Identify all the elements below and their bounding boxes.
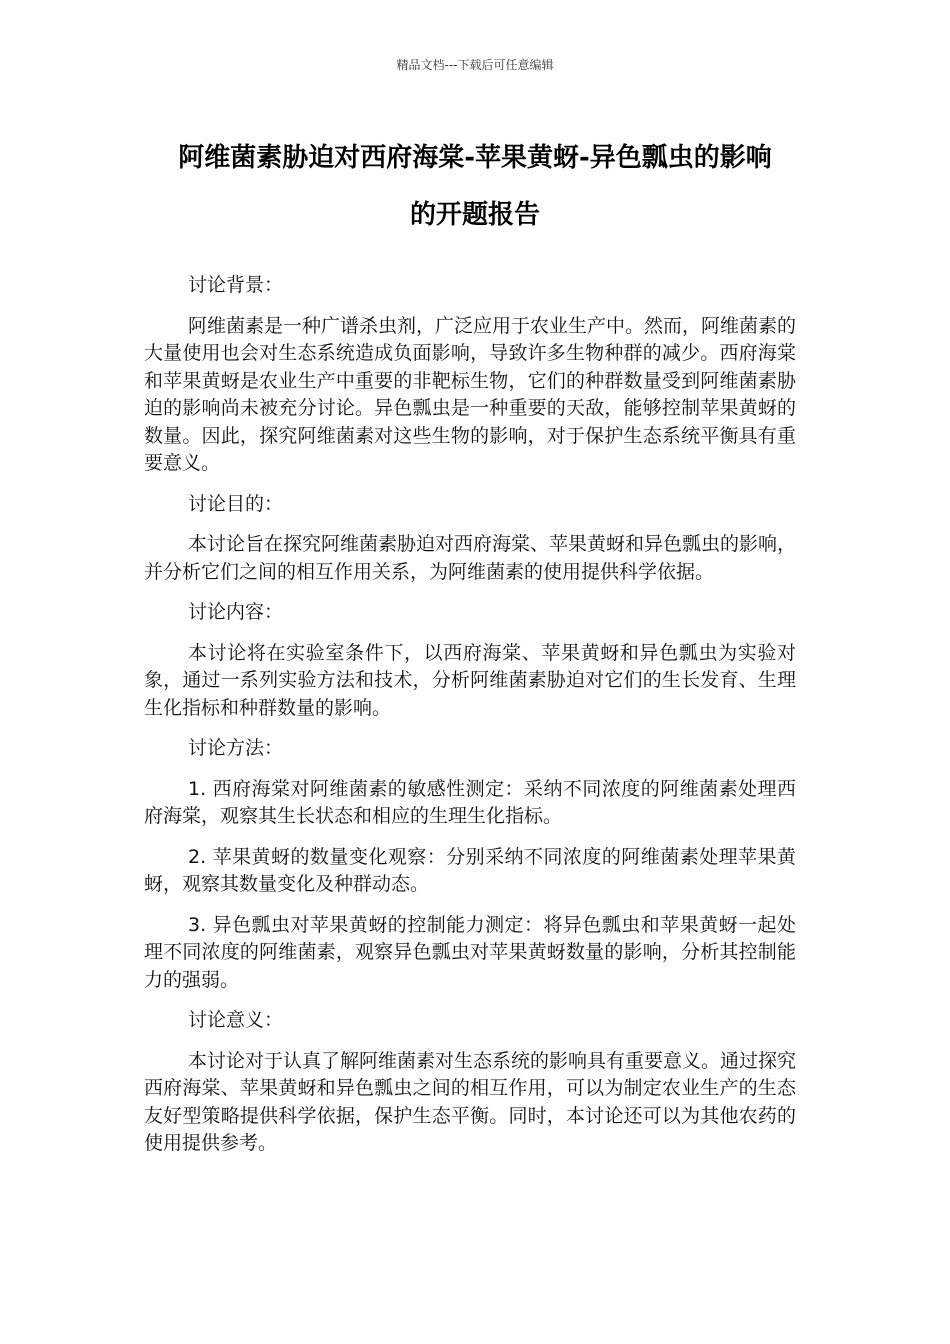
purpose-heading: 讨论目的： [188, 492, 284, 515]
background-paragraph: 阿维菌素是一种广谱杀虫剂，广泛应用于农业生产中。然而，阿维菌素的大量使用也会对生态系统造成负面影响，导致许多生物种群的减少。西府海棠和苹果黄蚜是农业生产中重要的非靶标生物，它们的种群数量受到阿维菌素胁迫的影响尚未被充分讨论。异色瓢虫是一种重要的天敌，能够控制苹果黄蚜的数量。因此，探究阿维菌素对这些生物的影响，对于保护生态系统平衡具有重要意义。 [144, 314, 797, 474]
title-line-2: 的开题报告 [409, 200, 540, 230]
background-heading: 讨论背景： [188, 274, 284, 296]
significance-heading: 讨论意义： [188, 1009, 284, 1031]
document-title [140, 130, 810, 244]
significance-paragraph: 本讨论对于认真了解阿维菌素对生态系统的影响具有重要意义。通过探究西府海棠、苹果黄蚜和异色瓢虫之间的相互作用，可以为制定农业生产的生态友好型策略提供科学依据，保护生态平衡。同时，本讨论还可以为其他农药的使用提供参考。 [144, 1049, 797, 1154]
header-note: 精品文档---下载后可任意编辑 [396, 58, 554, 72]
purpose-paragraph: 本讨论旨在探究阿维菌素胁迫对西府海棠、苹果黄蚜和异色瓢虫的影响，并分析它们之间的相互作用关系，为阿维菌素的使用提供科学依据。 [144, 533, 797, 583]
method-item-1: 1. 西府海棠对阿维菌素的敏感性测定：采纳不同浓度的阿维菌素处理西府海棠，观察其生长状态和相应的生理生化指标。 [144, 777, 796, 827]
method-item-3: 3. 异色瓢虫对苹果黄蚜的控制能力测定：将异色瓢虫和苹果黄蚜一起处理不同浓度的阿维菌素，观察异色瓢虫对苹果黄蚜数量的影响，分析其控制能力的强弱。 [144, 913, 796, 991]
document-body [144, 272, 796, 1171]
method-item-2: 2. 苹果黄蚜的数量变化观察：分别采纳不同浓度的阿维菌素处理苹果黄蚜，观察其数量变化及种群动态。 [144, 845, 796, 895]
content-paragraph: 本讨论将在实验室条件下，以西府海棠、苹果黄蚜和异色瓢虫为实验对象，通过一系列实验方法和技术，分析阿维菌素胁迫对它们的生长发育、生理生化指标和种群数量的影响。 [144, 641, 796, 719]
methods-heading: 讨论方法： [188, 737, 284, 759]
title-line-1: 阿维菌素胁迫对西府海棠-苹果黄蚜-异色瓢虫的影响 [178, 143, 772, 173]
content-heading: 讨论内容： [188, 601, 284, 623]
